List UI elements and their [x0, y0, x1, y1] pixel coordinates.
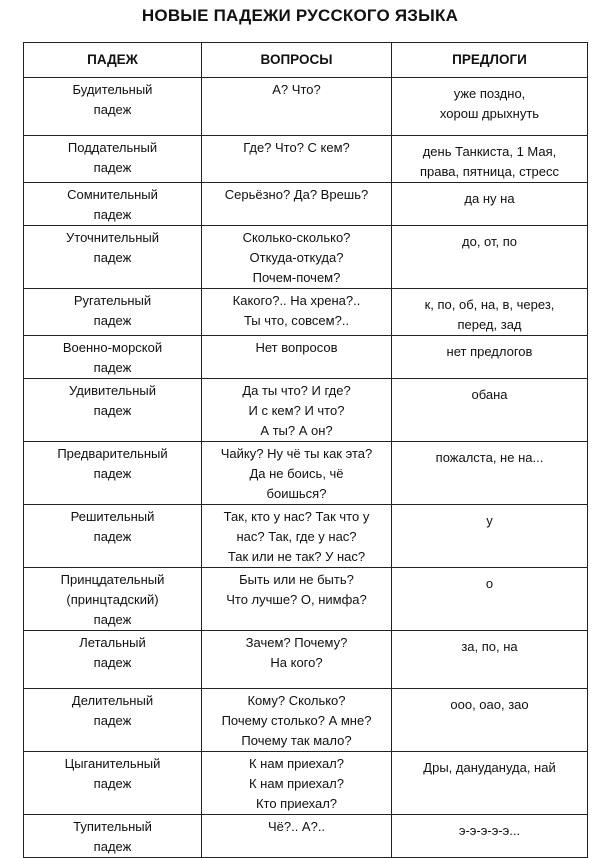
case-name-cell: [24, 336, 202, 379]
prepositions-line: пожалста, не на...: [435, 450, 544, 465]
case-name-cell: [24, 226, 202, 289]
questions-cell: [202, 336, 392, 379]
header-questions: ВОПРОСЫ: [202, 43, 392, 78]
questions-cell: [202, 78, 392, 136]
case-name-cell: [24, 442, 202, 505]
questions-line: Кто приехал?: [255, 796, 338, 811]
questions-line: Почему так мало?: [241, 733, 352, 748]
questions-line: Почему столько? А мне?: [221, 713, 372, 728]
questions-line: Чё?.. А?..: [267, 819, 326, 834]
case-name-line: Уточнительный: [66, 230, 159, 245]
case-name-line: Сомнительный: [67, 187, 158, 202]
prepositions-cell: [392, 442, 588, 505]
questions-line: Кому? Сколько?: [247, 693, 346, 708]
questions-cell: [202, 815, 392, 858]
questions-line: А ты? А он?: [260, 423, 333, 438]
case-name-cell: [24, 379, 202, 442]
case-name-line: падеж: [93, 403, 132, 418]
table-row: [24, 442, 588, 505]
table-row: [24, 336, 588, 379]
case-name-line: падеж: [93, 466, 132, 481]
prepositions-line: э-э-э-э-э...: [458, 823, 521, 838]
case-name-line: падеж: [93, 102, 132, 117]
prepositions-line: Дры, дануданудa, най: [423, 760, 556, 775]
questions-cell: [202, 568, 392, 631]
case-name-line: Принцдательный: [60, 572, 165, 587]
table-row: [24, 815, 588, 858]
prepositions-line: день Танкиста, 1 Мая,: [422, 144, 557, 159]
case-name-line: падеж: [93, 313, 132, 328]
table-row: [24, 136, 588, 183]
prepositions-cell: [392, 226, 588, 289]
questions-line: Почем-почем?: [252, 270, 341, 285]
case-name-line: падеж: [93, 160, 132, 175]
case-name-line: падеж: [93, 776, 132, 791]
prepositions-cell: [392, 631, 588, 689]
case-name-line: падеж: [93, 529, 132, 544]
prepositions-line: права, пятница, стресс: [419, 164, 559, 179]
case-name-line: Поддательный: [67, 140, 158, 155]
case-name-line: Тупительный: [73, 819, 152, 834]
case-name-cell: [24, 752, 202, 815]
header-case: ПАДЕЖ: [24, 43, 202, 78]
case-name-cell: [24, 631, 202, 689]
case-name-line: падеж: [93, 839, 132, 854]
case-name-cell: [24, 568, 202, 631]
case-name-line: падеж: [93, 655, 132, 670]
prepositions-line: хорош дрыхнуть: [439, 106, 540, 121]
prepositions-line: уже поздно,: [453, 86, 526, 101]
case-name-line: Делительный: [71, 693, 154, 708]
questions-line: И с кем? И что?: [248, 403, 345, 418]
table-row: [24, 631, 588, 689]
questions-line: Да ты что? И где?: [242, 383, 351, 398]
prepositions-line: нет предлогов: [446, 344, 533, 359]
case-name-line: Военно-морской: [62, 340, 163, 355]
questions-line: К нам приехал?: [248, 756, 345, 771]
case-name-line: падеж: [93, 250, 132, 265]
questions-cell: [202, 752, 392, 815]
header-prepositions: ПРЕДЛОГИ: [392, 43, 588, 78]
prepositions-cell: [392, 289, 588, 336]
questions-cell: [202, 631, 392, 689]
case-name-line: (принцтадский): [66, 592, 159, 607]
table-row: [24, 226, 588, 289]
table-row: [24, 289, 588, 336]
case-name-line: Цыганительный: [64, 756, 161, 771]
case-name-cell: [24, 136, 202, 183]
case-name-cell: [24, 183, 202, 226]
case-name-line: падеж: [93, 612, 132, 627]
case-name-line: Ругательный: [73, 293, 152, 308]
case-name-line: падеж: [93, 207, 132, 222]
prepositions-line: за, по, на: [461, 639, 518, 654]
questions-line: Да не боись, чё: [249, 466, 344, 481]
questions-line: нас? Так, где у нас?: [236, 529, 357, 544]
questions-cell: [202, 442, 392, 505]
table-row: [24, 505, 588, 568]
case-name-cell: [24, 505, 202, 568]
prepositions-cell: [392, 379, 588, 442]
prepositions-line: ооо, оао, зао: [450, 697, 529, 712]
case-name-cell: [24, 689, 202, 752]
prepositions-line: перед, зад: [457, 317, 522, 332]
questions-line: Где? Что? С кем?: [243, 140, 350, 155]
questions-cell: [202, 226, 392, 289]
prepositions-line: о: [485, 576, 494, 591]
cases-table: [23, 42, 588, 858]
case-name-line: Решительный: [70, 509, 155, 524]
prepositions-cell: [392, 752, 588, 815]
questions-line: А? Что?: [272, 82, 321, 97]
case-name-line: Будительный: [72, 82, 153, 97]
page-title: НОВЫЕ ПАДЕЖИ РУССКОГО ЯЗЫКА: [141, 6, 459, 25]
questions-line: Серьёзно? Да? Врешь?: [224, 187, 369, 202]
prepositions-cell: [392, 336, 588, 379]
questions-line: На кого?: [270, 655, 323, 670]
prepositions-line: до, от, по: [462, 234, 517, 249]
questions-line: Быть или не быть?: [239, 572, 354, 587]
prepositions-line: к, по, об, на, в, через,: [424, 297, 555, 312]
table-row: [24, 183, 588, 226]
prepositions-cell: [392, 183, 588, 226]
case-name-line: Удивительный: [68, 383, 156, 398]
prepositions-line: да ну на: [464, 191, 515, 206]
questions-line: Так, кто у нас? Так что у: [223, 509, 370, 524]
questions-line: К нам приехал?: [248, 776, 345, 791]
case-name-line: падеж: [93, 360, 132, 375]
questions-line: Ты что, совсем?..: [243, 313, 350, 328]
questions-cell: [202, 289, 392, 336]
prepositions-line: обана: [471, 387, 508, 402]
questions-line: Так или не так? У нас?: [227, 549, 366, 564]
prepositions-cell: [392, 689, 588, 752]
prepositions-cell: [392, 505, 588, 568]
questions-cell: [202, 505, 392, 568]
table-body: [24, 78, 588, 858]
case-name-cell: [24, 815, 202, 858]
case-name-cell: [24, 289, 202, 336]
questions-line: Чайку? Ну чё ты как эта?: [220, 446, 373, 461]
table-row: [24, 752, 588, 815]
prepositions-cell: [392, 136, 588, 183]
questions-cell: [202, 136, 392, 183]
prepositions-cell: [392, 568, 588, 631]
questions-cell: [202, 689, 392, 752]
questions-line: Что лучше? О, нимфа?: [226, 592, 367, 607]
case-name-line: падеж: [93, 713, 132, 728]
questions-cell: [202, 379, 392, 442]
case-name-line: Предварительный: [57, 446, 168, 461]
table-header-row: [24, 43, 588, 78]
questions-line: Нет вопросов: [255, 340, 338, 355]
questions-line: Откуда-откуда?: [249, 250, 344, 265]
questions-line: боишься?: [266, 486, 327, 501]
prepositions-line: у: [486, 513, 493, 528]
table-row: [24, 568, 588, 631]
case-name-cell: [24, 78, 202, 136]
table-row: [24, 689, 588, 752]
prepositions-cell: [392, 78, 588, 136]
questions-line: Зачем? Почему?: [245, 635, 348, 650]
questions-line: Какого?.. На хрена?..: [232, 293, 361, 308]
questions-cell: [202, 183, 392, 226]
table-row: [24, 78, 588, 136]
case-name-line: Летальный: [79, 635, 146, 650]
table-row: [24, 379, 588, 442]
prepositions-cell: [392, 815, 588, 858]
questions-line: Сколько-сколько?: [242, 230, 351, 245]
